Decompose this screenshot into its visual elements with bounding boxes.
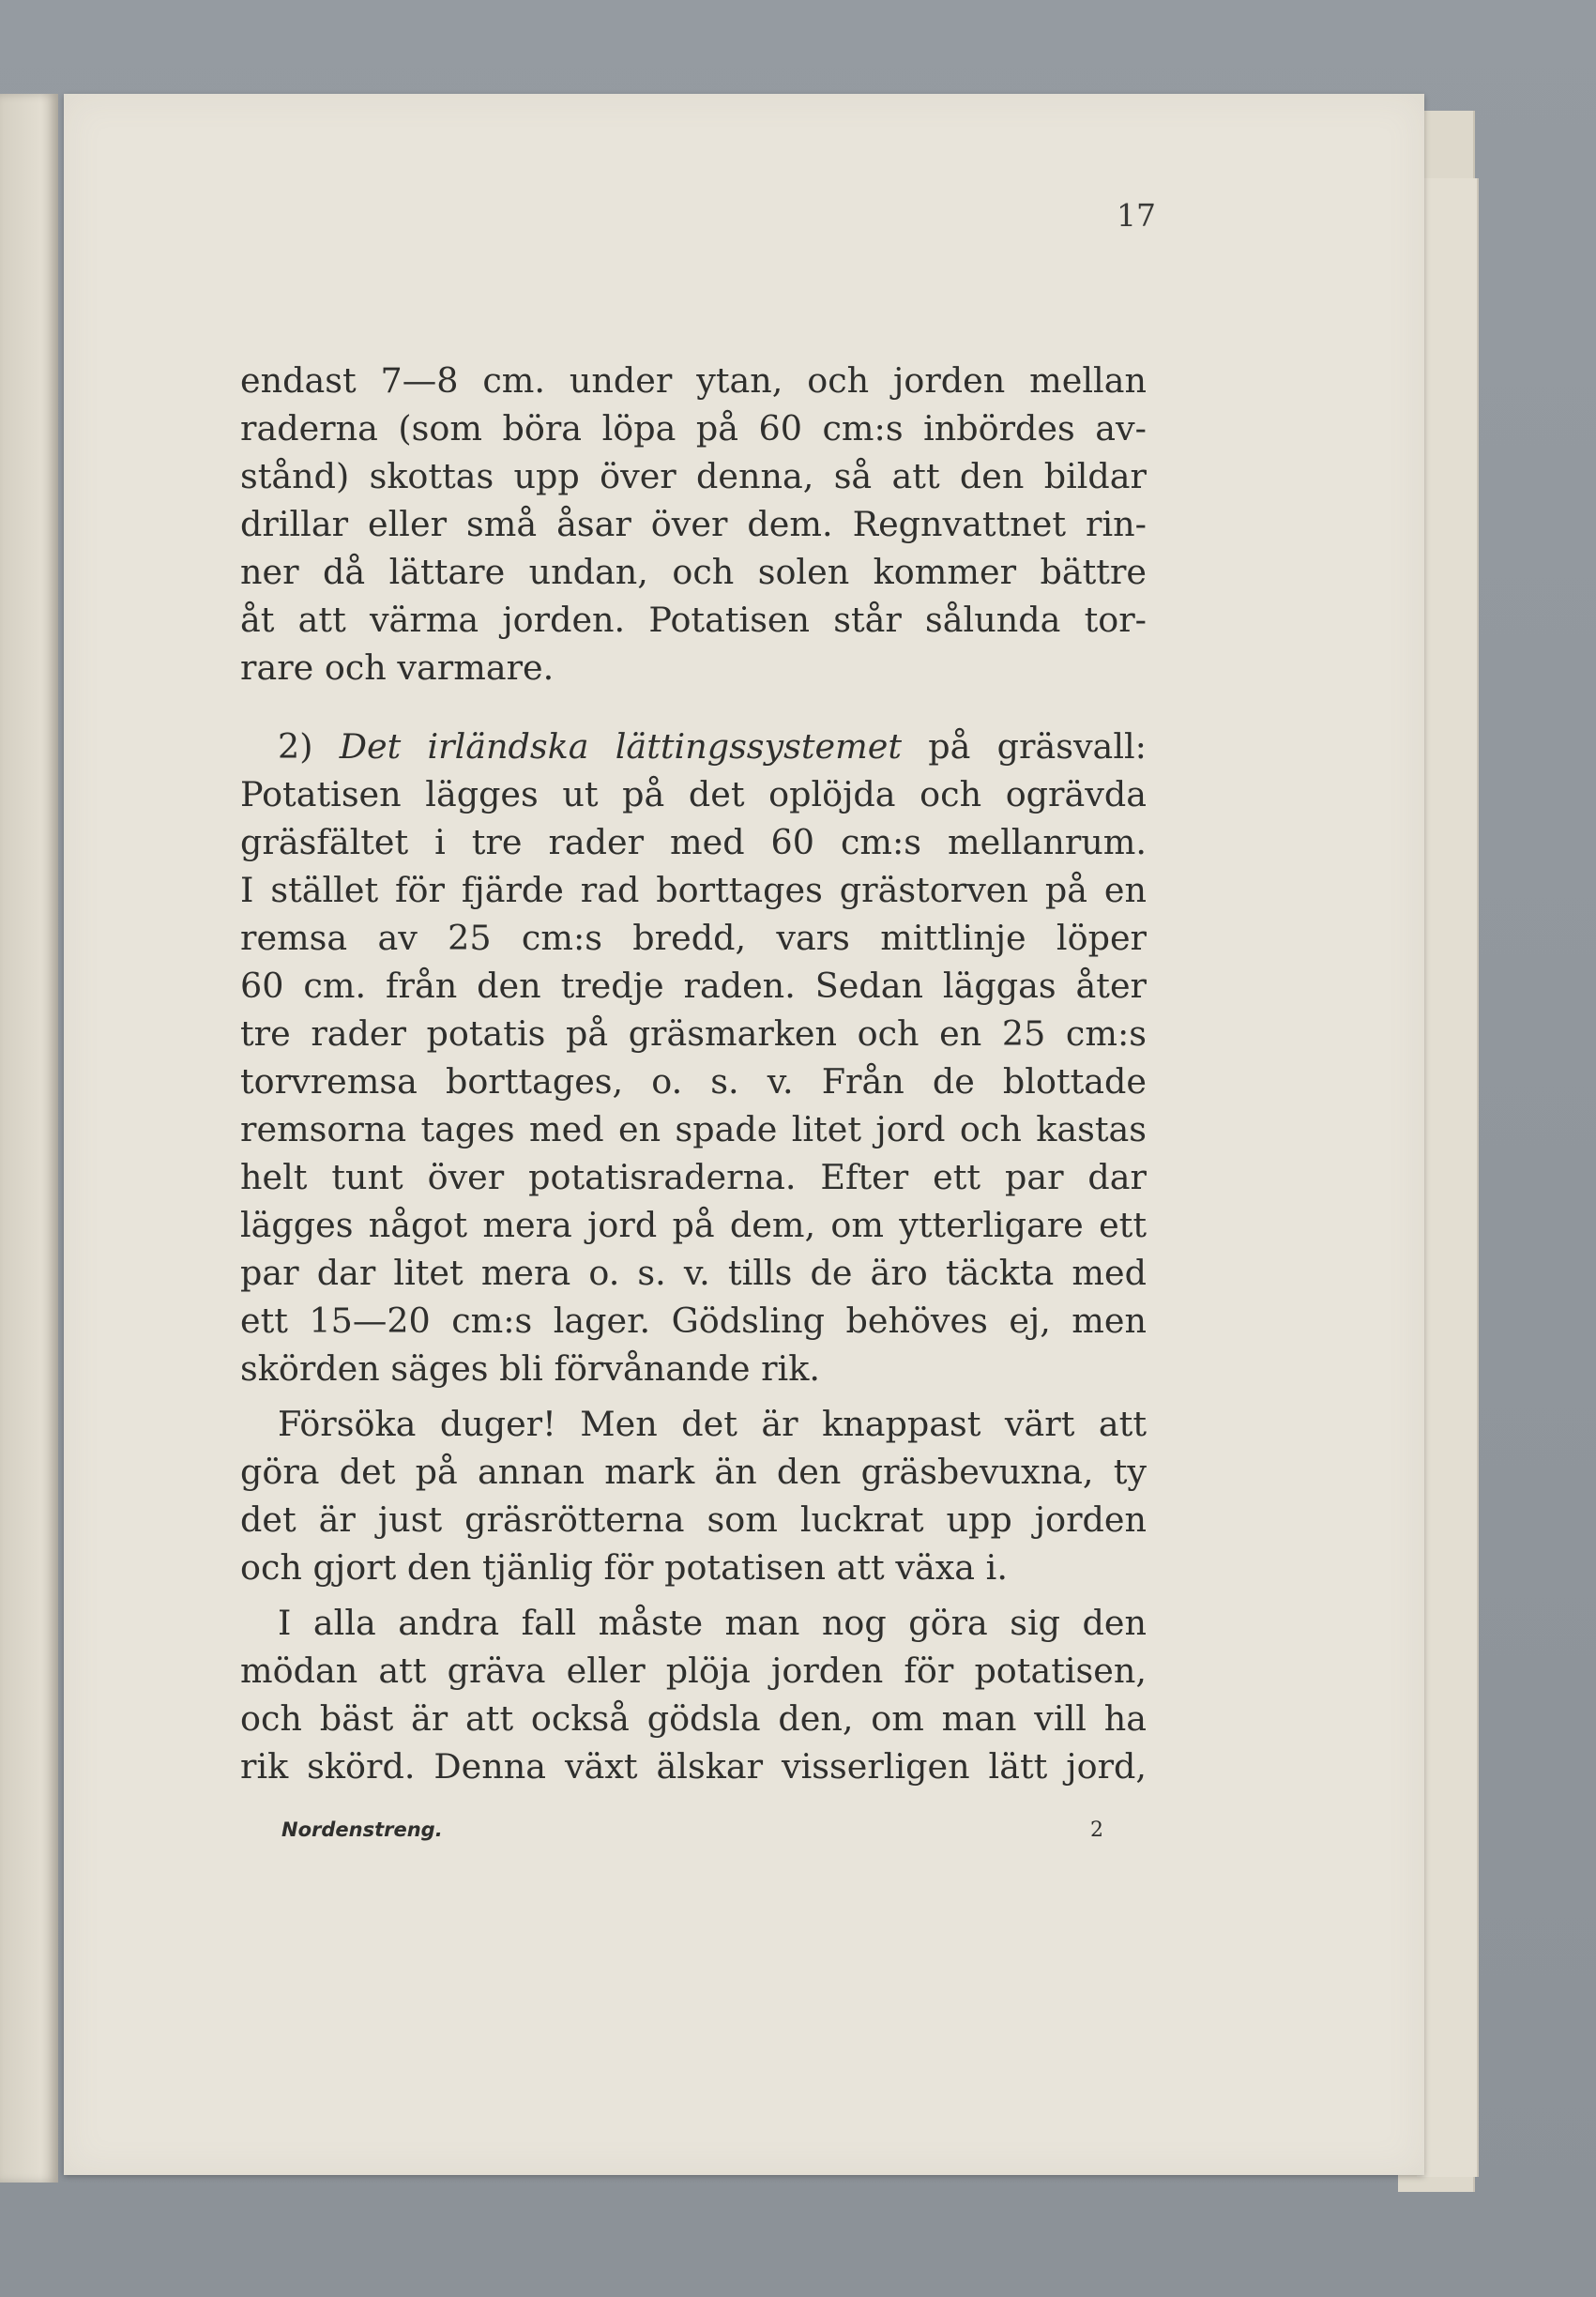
text-line: par dar litet mera o. s. v. tills de äro täckta med [240, 1253, 1147, 1293]
text-line: ett 15—20 cm:s lager. Gödsling behöves ej, men [240, 1301, 1147, 1341]
text-line-heading [240, 723, 1147, 770]
text-line: det är just gräsrötterna som luckrat upp jorden [240, 1499, 1147, 1540]
page-number: 17 [1117, 197, 1156, 234]
paragraph-gap [240, 1392, 1147, 1400]
footer-signature: Nordenstreng. [281, 1818, 443, 1841]
text-line: åt att värma jorden. Potatisen står sålunda tor- [240, 600, 1147, 640]
paragraph-3 [240, 1400, 1147, 1591]
paragraph-gap [240, 1591, 1147, 1599]
text-line: rik skörd. Denna växt älskar visserligen lätt jord, [240, 1746, 1147, 1787]
signature-mark: 2 [1090, 1818, 1103, 1842]
text-line: gräsfältet i tre rader med 60 cm:s mellanrum. [240, 822, 1147, 862]
paragraph-gap [240, 692, 1147, 723]
text-line: rare och varmare. [240, 647, 555, 688]
text-line: göra det på annan mark än den gräsbevuxna, ty [240, 1452, 1147, 1492]
text-line: endast 7—8 cm. under ytan, och jorden mellan [240, 360, 1147, 401]
paragraph-2 [240, 723, 1147, 1392]
system-title: Det irländska lättingssystemet [339, 726, 903, 767]
text-line: och bäst är att också gödsla den, om man vill ha [240, 1698, 1147, 1739]
heading-suffix: på gräsvall: [902, 726, 1147, 767]
text-line: och gjort den tjänlig för potatisen att växa i. [240, 1547, 1008, 1588]
text-line: raderna (som böra löpa på 60 cm:s inbördes av- [240, 408, 1147, 449]
text-line: lägges något mera jord på dem, om ytterligare ett [240, 1205, 1147, 1245]
text-line: I stället för fjärde rad borttages grästorven på en [240, 870, 1147, 910]
text-line: helt tunt över potatisraderna. Efter ett par dar [240, 1157, 1147, 1197]
text-line: skörden säges bli förvånande rik. [240, 1348, 820, 1389]
text-line: torvremsa borttages, o. s. v. Från de blottade [240, 1061, 1147, 1102]
text-line: remsorna tages med en spade litet jord och kastas [240, 1109, 1147, 1149]
text-line: 60 cm. från den tredje raden. Sedan läggas åter [240, 966, 1147, 1006]
page-footer [281, 1818, 1107, 1842]
paragraph-4 [240, 1599, 1147, 1790]
paragraph-1 [240, 357, 1147, 692]
text-line: Potatisen lägges ut på det oplöjda och ogrävda [240, 774, 1147, 814]
body-text [240, 357, 1147, 1790]
text-line: mödan att gräva eller plöja jorden för potatisen, [240, 1650, 1147, 1691]
text-line: drillar eller små åsar över dem. Regnvattnet rin- [240, 504, 1147, 544]
text-line: remsa av 25 cm:s bredd, vars mittlinje löper [240, 918, 1147, 958]
text-line: ner då lättare undan, och solen kommer bättre [240, 552, 1147, 592]
text-line: Försöka duger! Men det är knappast värt att [278, 1404, 1147, 1444]
page-stack-edge-inner [1417, 178, 1479, 2177]
left-page-edge [0, 94, 58, 2183]
text-line: stånd) skottas upp över denna, så att den bildar [240, 456, 1147, 496]
list-number: 2) [278, 726, 340, 767]
text-line: I alla andra fall måste man nog göra sig den [278, 1603, 1147, 1643]
text-line: tre rader potatis på gräsmarken och en 25 cm:s [240, 1013, 1147, 1054]
